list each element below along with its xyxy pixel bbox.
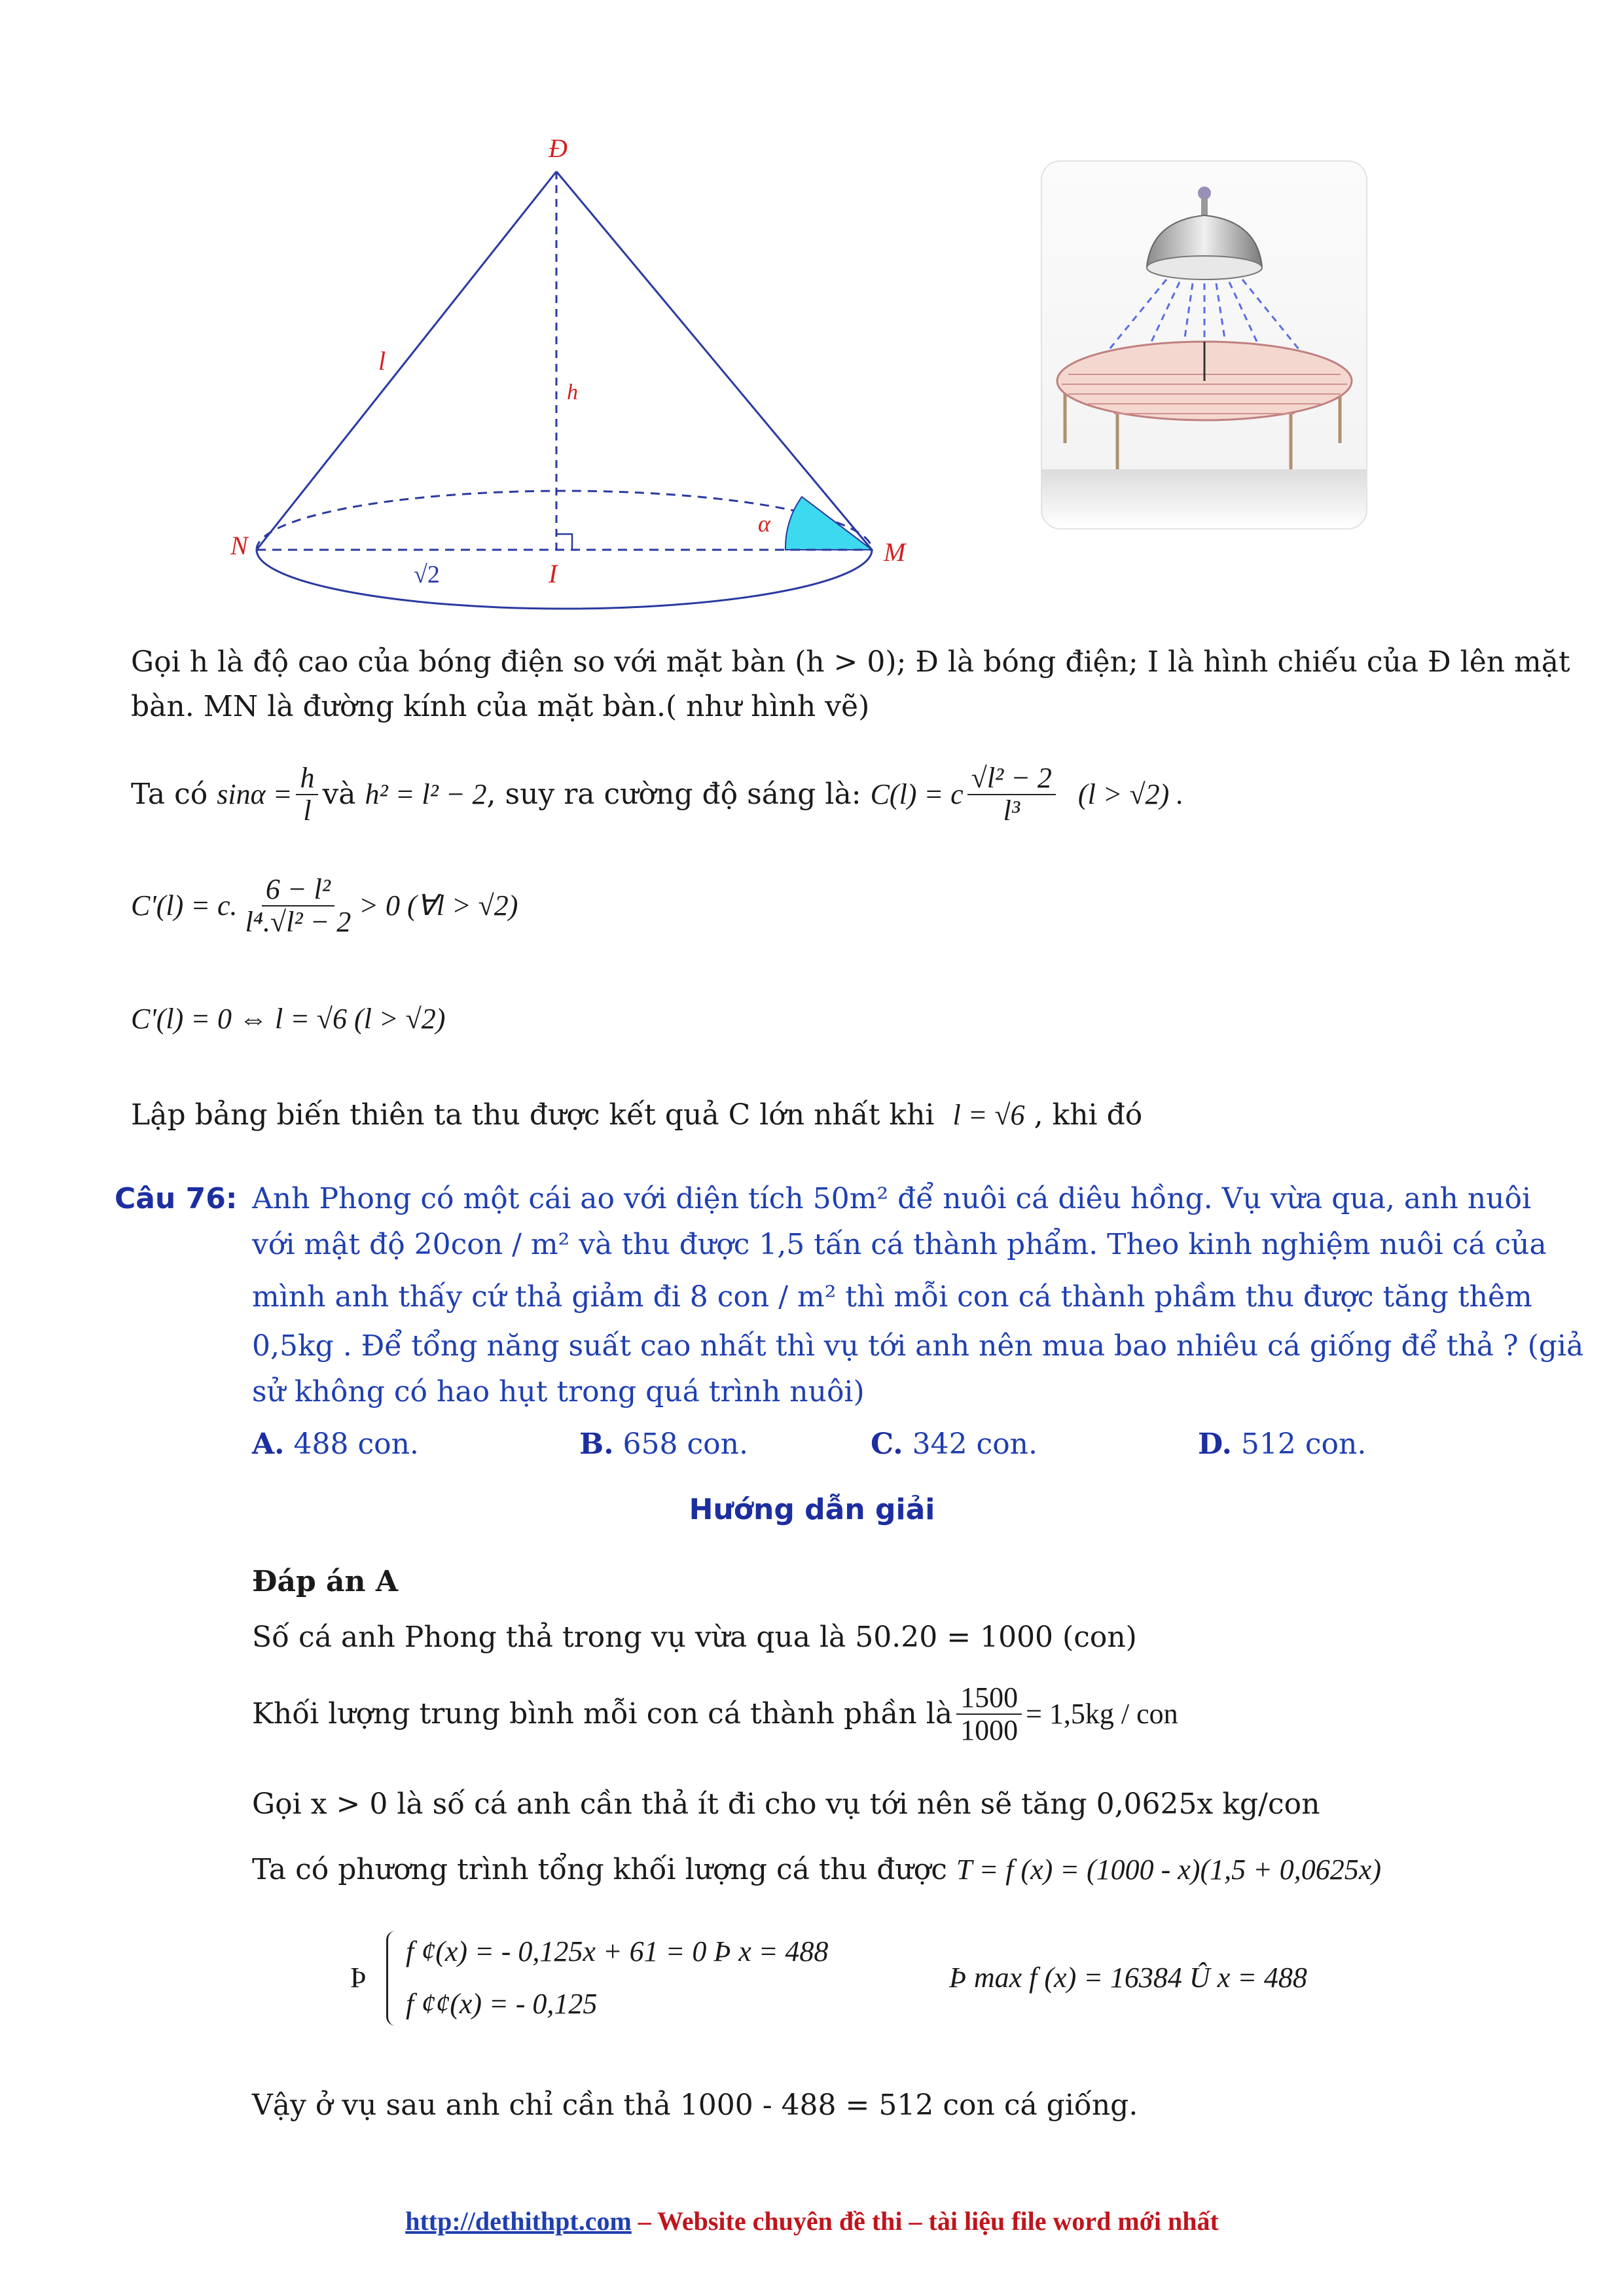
eq-h: h² = l² − 2 bbox=[365, 778, 487, 811]
option-b-text: 658 con. bbox=[623, 1427, 748, 1461]
deriv-frac bbox=[242, 874, 355, 939]
question-label: Câu 76: bbox=[115, 1182, 238, 1215]
equation-intensity bbox=[131, 762, 1183, 827]
eq1-prefix: Ta có bbox=[131, 778, 208, 812]
s2-frac bbox=[956, 1682, 1022, 1747]
eq1-mid: và bbox=[322, 778, 356, 812]
conclusion-line bbox=[131, 1094, 1142, 1136]
label-D: Đ bbox=[549, 134, 568, 163]
footer bbox=[0, 2206, 1624, 2236]
question-line-5: sử không có hao hụt trong quá trình nuôi) bbox=[252, 1375, 865, 1408]
option-a[interactable] bbox=[252, 1424, 419, 1465]
solution-step-4 bbox=[252, 1849, 1381, 1891]
s4-math: T = f (x) = (1000 - x)(1,5 + 0,0625x) bbox=[956, 1854, 1381, 1886]
label-N: N bbox=[230, 531, 248, 560]
eq1-suffix: , suy ra cường độ sáng là: bbox=[486, 778, 861, 812]
cone-diagram bbox=[229, 124, 916, 628]
lamp-hook-icon bbox=[1198, 187, 1211, 200]
option-c-key: C. bbox=[871, 1427, 903, 1461]
conclusion-math: l = √6 bbox=[952, 1099, 1025, 1131]
equation-derivative bbox=[131, 874, 518, 939]
s2-num: 1500 bbox=[956, 1682, 1022, 1715]
side-DN bbox=[257, 171, 556, 550]
side-DM bbox=[556, 171, 872, 550]
eq-C-num: √l² − 2 bbox=[967, 762, 1056, 795]
option-c[interactable] bbox=[871, 1424, 1038, 1465]
solution-heading: Hướng dẫn giải bbox=[689, 1493, 935, 1526]
option-a-text: 488 con. bbox=[293, 1427, 419, 1461]
eq-sin-den: l bbox=[303, 795, 312, 827]
base-back-arc bbox=[257, 491, 872, 550]
question-line-4: 0,5kg . Để tổng năng suất cao nhất thì vụ tới anh nên mua bao nhiêu cá giống để thả ? (giả bbox=[252, 1329, 1584, 1363]
option-d-key: D. bbox=[1198, 1427, 1232, 1461]
eq-C-frac bbox=[967, 762, 1056, 827]
label-M: M bbox=[884, 537, 906, 567]
question-line-1: Anh Phong có một cái ao với diện tích 50m² để nuôi cá diêu hồng. Vụ vừa qua, anh nuôi bbox=[252, 1182, 1532, 1215]
option-d-text: 512 con. bbox=[1240, 1427, 1367, 1461]
equation-zero: C'(l) = 0 ⇔ l = √6 (l > √2) bbox=[131, 1003, 446, 1035]
footer-text: – Website chuyên đề thi – tài liệu file word mới nhất bbox=[631, 2206, 1219, 2236]
sys-line-1: f ¢(x) = - 0,125x + 61 = 0 Þ x = 488 bbox=[406, 1935, 829, 1967]
intro-line-2: bàn. MN là đường kính của mặt bàn.( như hình vẽ) bbox=[131, 690, 870, 723]
footer-link[interactable]: http://dethithpt.com bbox=[405, 2206, 632, 2236]
conclusion-text: Lập bảng biến thiên ta thu được kết quả C lớn nhất khi bbox=[131, 1098, 935, 1132]
deriv-lhs: C'(l) = c. bbox=[131, 889, 238, 922]
s2-rhs: = 1,5kg / con bbox=[1026, 1698, 1178, 1731]
solution-final: Vậy ở vụ sau anh chỉ cần thả 1000 - 488 = 512 con cá giống. bbox=[252, 2089, 1138, 2122]
question-line-2: với mật độ 20con / m² và thu được 1,5 tấn cá thành phẩm. Theo kinh nghiệm nuôi cá của bbox=[252, 1228, 1547, 1261]
option-d[interactable] bbox=[1198, 1424, 1366, 1465]
sys-brace bbox=[386, 1931, 400, 2026]
deriv-den: l⁴.√l² − 2 bbox=[245, 906, 352, 939]
eq-sin-frac bbox=[296, 762, 318, 827]
label-h: h bbox=[567, 380, 578, 404]
option-b[interactable] bbox=[579, 1424, 748, 1465]
label-I: I bbox=[549, 559, 558, 588]
conclusion-end: , khi đó bbox=[1034, 1098, 1143, 1132]
question-line-3: mình anh thấy cứ thả giảm đi 8 con / m² thì mỗi con cá thành phầm thu được tăng thêm bbox=[252, 1280, 1532, 1314]
eq-sin-num: h bbox=[296, 762, 318, 795]
label-radius: √2 bbox=[414, 561, 440, 588]
angle-wedge bbox=[785, 497, 872, 550]
deriv-rhs: > 0 (∀l > √2) bbox=[359, 889, 518, 922]
s2-den: 1000 bbox=[960, 1714, 1019, 1747]
lamp-table-photo bbox=[1041, 160, 1367, 529]
eq-C-den: l³ bbox=[1003, 795, 1020, 827]
right-angle-mark bbox=[556, 534, 572, 550]
label-l: l bbox=[378, 346, 386, 376]
solution-answer: Đáp án A bbox=[252, 1565, 399, 1598]
base-front-arc bbox=[257, 550, 872, 609]
s2-text: Khối lượng trung bình mỗi con cá thành phần là bbox=[252, 1697, 953, 1731]
sys-result: Þ max f (x) = 16384 Û x = 488 bbox=[949, 1962, 1307, 1994]
solution-step-2 bbox=[252, 1682, 1178, 1747]
deriv-num: 6 − l² bbox=[262, 874, 334, 906]
eq-C-cond: (l > √2) . bbox=[1077, 778, 1184, 811]
option-b-key: B. bbox=[579, 1427, 614, 1461]
solution-step-3: Gọi x > 0 là số cá anh cần thả ít đi cho vụ tới nên sẽ tăng 0,0625x kg/con bbox=[252, 1787, 1320, 1821]
intro-line-1: Gọi h là độ cao của bóng điện so với mặt bàn (h > 0); Đ là bóng điện; I là hình chiếu của Đ lên mặt bbox=[131, 645, 1570, 679]
eq-sin-lhs: sinα = bbox=[217, 778, 293, 811]
s4-text: Ta có phương trình tổng khối lượng cá thu được bbox=[252, 1853, 947, 1886]
sys-arrow: Þ bbox=[350, 1962, 367, 1994]
sys-line-2: f ¢¢(x) = - 0,125 bbox=[406, 1988, 598, 2020]
label-alpha: α bbox=[758, 511, 770, 537]
option-a-key: A. bbox=[252, 1427, 285, 1461]
eq-C-lhs: C(l) = c bbox=[870, 778, 964, 811]
option-c-text: 342 con. bbox=[912, 1427, 1038, 1461]
solution-step-1: Số cá anh Phong thả trong vụ vừa qua là 50.20 = 1000 (con) bbox=[252, 1621, 1137, 1654]
